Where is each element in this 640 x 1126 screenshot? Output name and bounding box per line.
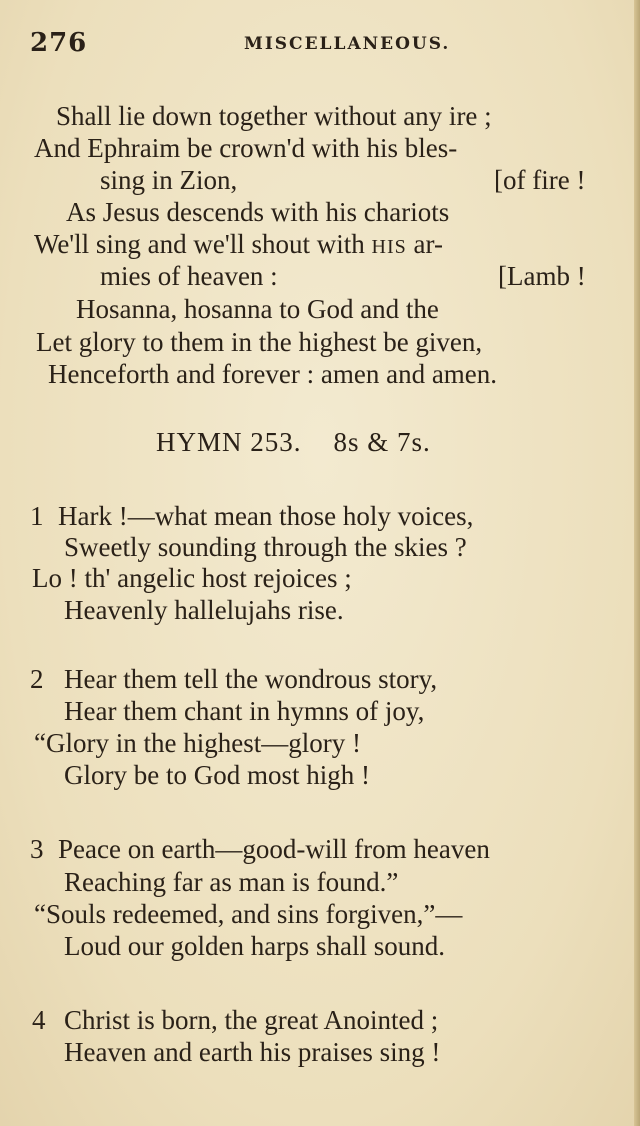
page-header <box>30 28 610 64</box>
verse-line: Let glory to them in the highest be given, <box>36 327 483 357</box>
verse-line: mies of heaven : <box>100 261 278 291</box>
verse-line: Heaven and earth his praises sing ! <box>64 1037 441 1067</box>
verse-line: Hosanna, hosanna to God and the <box>76 294 439 324</box>
verse-line: We'll sing and we'll shout with HIS ar- <box>34 229 443 259</box>
running-head: MISCELLANEOUS. <box>244 34 451 54</box>
stanza-number: 1 <box>30 501 44 531</box>
page-number: 276 <box>30 28 88 58</box>
verse-line: “Souls redeemed, and sins forgiven,”— <box>34 899 463 929</box>
turnover-line: [Lamb ! <box>498 261 586 291</box>
hymn-title <box>156 427 431 458</box>
verse-line: Christ is born, the great Anointed ; <box>64 1005 439 1035</box>
stanza-number: 2 <box>30 664 44 694</box>
stanza-number: 4 <box>32 1005 46 1035</box>
verse-line: And Ephraim be crown'd with his bles- <box>34 133 458 163</box>
verse-line: Peace on earth—good-will from heaven <box>58 834 490 864</box>
verse-line: Sweetly sounding through the skies ? <box>64 532 467 562</box>
verse-line: As Jesus descends with his chariots <box>66 197 450 227</box>
verse-line: Henceforth and forever : amen and amen. <box>48 359 498 389</box>
stanza-number: 3 <box>30 834 44 864</box>
verse-line: Shall lie down together without any ire ; <box>56 101 492 131</box>
verse-line: Loud our golden harps shall sound. <box>64 931 445 961</box>
hymn-meter: 8s & 7s. <box>333 427 431 457</box>
verse-line: Glory be to God most high ! <box>64 760 370 790</box>
verse-line: Lo ! th' angelic host rejoices ; <box>32 563 352 593</box>
verse-line: Heavenly hallelujahs rise. <box>64 595 344 625</box>
hymn-number: HYMN 253. <box>156 427 302 457</box>
verse-line: Hark !—what mean those holy voices, <box>58 501 474 531</box>
verse-line: sing in Zion, <box>100 165 238 195</box>
verse-line: Reaching far as man is found.” <box>64 867 399 897</box>
verse-line: Hear them tell the wondrous story, <box>64 664 438 694</box>
page-edge <box>634 0 640 1126</box>
verse-line: “Glory in the highest—glory ! <box>34 728 361 758</box>
turnover-line: [of fire ! <box>494 165 586 195</box>
verse-line: Hear them chant in hymns of joy, <box>64 696 425 726</box>
